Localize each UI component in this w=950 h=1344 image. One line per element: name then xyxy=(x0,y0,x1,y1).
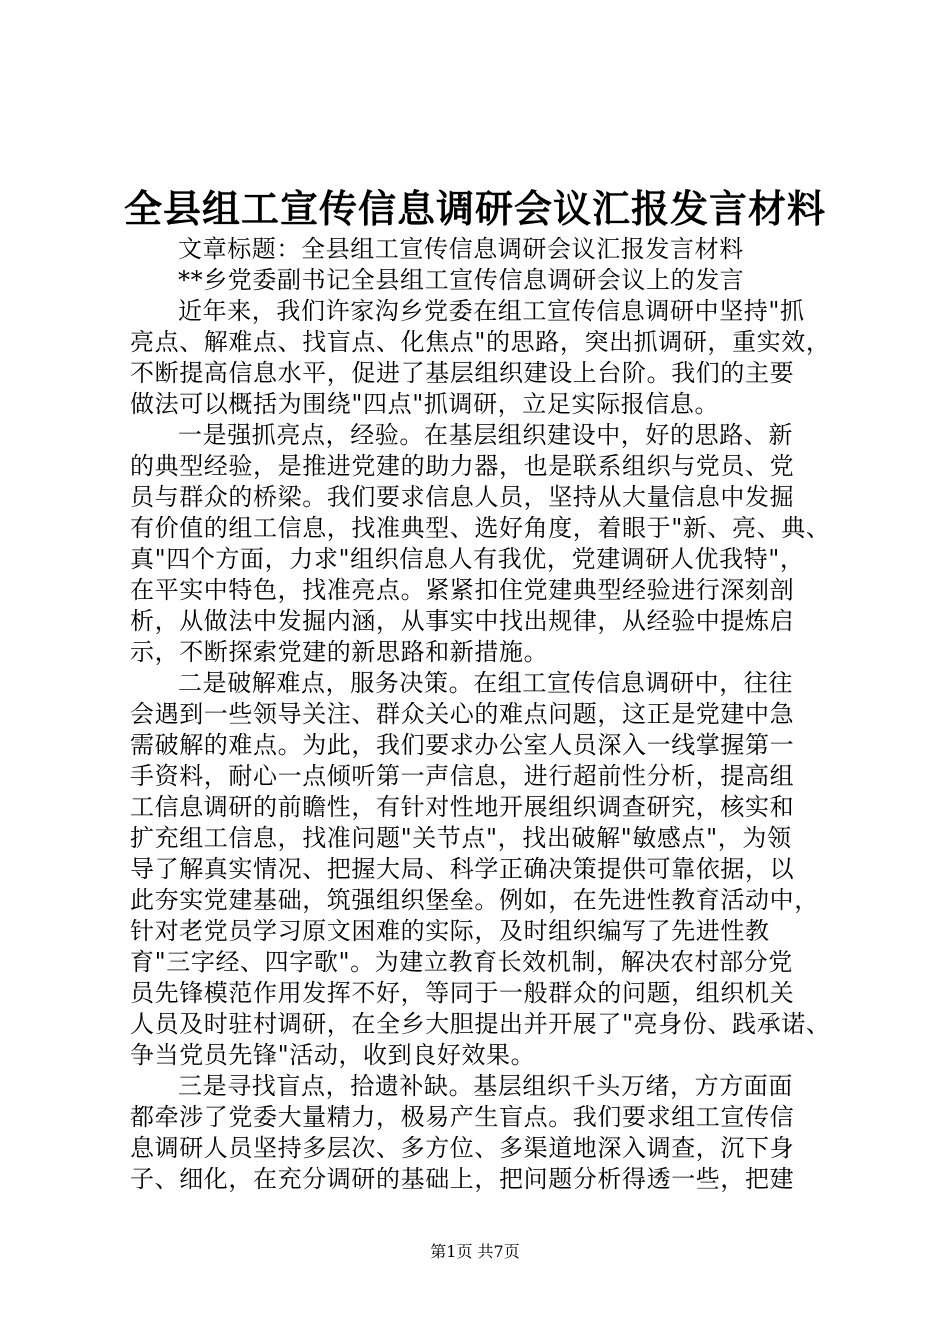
text-line: 一是强抓亮点，经验。在基层组织建设中，好的思路、新 xyxy=(178,421,793,449)
text-line: 导了解真实情况、把握大局、科学正确决策提供可靠依据，以 xyxy=(130,855,795,883)
text-line: 的典型经验，是推进党建的助力器，也是联系组织与党员、党 xyxy=(130,452,795,480)
text-line: 育"三字经、四字歌"。为建立教育长效机制，解决农村部分党 xyxy=(130,948,793,976)
body-paragraph xyxy=(130,420,830,668)
document-body xyxy=(130,234,830,1195)
text-line: 在平实中特色，找准亮点。紧紧扣住党建典型经验进行深刻剖 xyxy=(130,576,795,604)
text-line: 都牵涉了党委大量精力，极易产生盲点。我们要求组工宣传信 xyxy=(130,1103,795,1131)
text-line: 析，从做法中发掘内涵，从事实中找出规律，从经验中提炼启 xyxy=(130,607,795,635)
text-line: 针对老党员学习原文困难的实际，及时组织编写了先进性教 xyxy=(130,917,770,945)
page-footer: 第1页 共7页 xyxy=(430,1242,520,1261)
text-line: 子、细化，在充分调研的基础上，把问题分析得透一些，把建 xyxy=(130,1165,795,1193)
text-line: 三是寻找盲点，拾遗补缺。基层组织千头万绪，方方面面 xyxy=(178,1072,793,1100)
text-line: 工信息调研的前瞻性，有针对性地开展组织调查研究，核实和 xyxy=(130,793,795,821)
text-line: 员先锋模范作用发挥不好，等同于一般群众的问题，组织机关 xyxy=(130,979,795,1007)
body-paragraph xyxy=(130,234,830,265)
text-line: 做法可以概括为围绕"四点"抓调研，立足实际报信息。 xyxy=(130,390,720,418)
text-line: 需破解的难点。为此，我们要求办公室人员深入一线掌握第一 xyxy=(130,731,795,759)
text-line: 争当党员先锋"活动，收到良好效果。 xyxy=(130,1041,536,1069)
text-line: 此夯实党建基础，筑强组织堡垒。例如，在先进性教育活动中， xyxy=(130,886,819,914)
text-line: 亮点、解难点、找盲点、化焦点"的思路，突出抓调研，重实效， xyxy=(130,328,831,356)
text-line: 二是破解难点，服务决策。在组工宣传信息调研中，往往 xyxy=(178,669,793,697)
text-line: 真"四个方面，力求"组织信息人有我优，党建调研人优我特"， xyxy=(130,545,805,573)
body-paragraph xyxy=(130,265,830,296)
text-line: 有价值的组工信息，找准典型、选好角度，着眼于"新、亮、典、 xyxy=(130,514,831,542)
text-line: 人员及时驻村调研，在全乡大胆提出并开展了"亮身份、践承诺、 xyxy=(130,1010,831,1038)
text-line: 员与群众的桥梁。我们要求信息人员，坚持从大量信息中发掘 xyxy=(130,483,795,511)
text-line: 近年来，我们许家沟乡党委在组工宣传信息调研中坚持"抓 xyxy=(178,297,805,325)
body-paragraph xyxy=(130,1071,830,1195)
text-line: **乡党委副书记全县组工宣传信息调研会议上的发言 xyxy=(178,266,745,294)
text-line: 示，不断探索党建的新思路和新措施。 xyxy=(130,638,549,666)
text-line: 扩充组工信息，找准问题"关节点"，找出破解"敏感点"，为领 xyxy=(130,824,792,852)
text-line: 文章标题：全县组工宣传信息调研会议汇报发言材料 xyxy=(178,235,744,263)
text-line: 手资料，耐心一点倾听第一声信息，进行超前性分析，提高组 xyxy=(130,762,795,790)
body-paragraph xyxy=(130,668,830,1071)
body-paragraph xyxy=(130,296,830,420)
text-line: 息调研人员坚持多层次、多方位、多渠道地深入调查，沉下身 xyxy=(130,1134,795,1162)
text-line: 会遇到一些领导关注、群众关心的难点问题，这正是党建中急 xyxy=(130,700,795,728)
document-title: 全县组工宣传信息调研会议汇报发言材料 xyxy=(123,186,826,231)
text-line: 不断提高信息水平，促进了基层组织建设上台阶。我们的主要 xyxy=(130,359,795,387)
